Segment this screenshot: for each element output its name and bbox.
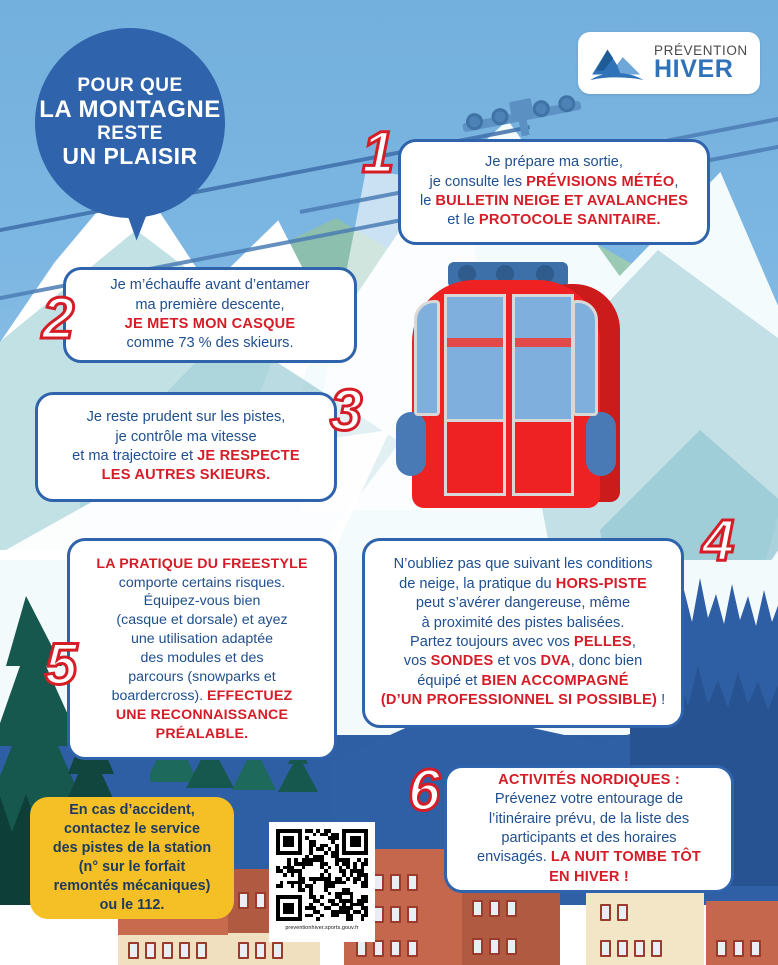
title-line-1: POUR QUE	[77, 75, 183, 97]
emergency-info-box	[30, 797, 234, 919]
qr-code-icon	[276, 829, 368, 921]
poster-title-bubble	[35, 28, 225, 218]
prevention-hiver-logo[interactable]	[578, 32, 760, 94]
title-bubble-tail	[119, 204, 149, 241]
tip-number-1: 1	[362, 120, 395, 185]
qr-caption: preventionhiver.sports.gouv.fr	[285, 925, 359, 931]
tip-text-3: Je reste prudent sur les pistes, je contrôle ma vitesse et ma trajectoire et JE RESPECTE LES AUTRES SKIEURS.	[72, 409, 300, 484]
title-line-4: UN PLAISIR	[62, 143, 198, 170]
title-line-3: RESTE	[97, 122, 163, 144]
qr-code-block[interactable]	[269, 822, 375, 942]
tip-bubble-6	[444, 765, 734, 893]
tip-bubble-2	[63, 267, 357, 363]
logo-top-text: PRÉVENTION	[654, 42, 748, 58]
tip-text-6: ACTIVITÉS NORDIQUES : Prévenez votre entourage de l’itinéraire prévu, de la liste des participants et des horaires envisagés. LA NUIT TOMBE TÔT EN HIVER !	[477, 771, 701, 885]
tip-text-4: N’oubliez pas que suivant les conditions de neige, la pratique du HORS-PISTE peut s’avérer dangereuse, même à proximité des pistes balisées. Partez toujours avec vos PELLES, vos SONDES et vos DVA, donc bien équipé et BIEN ACCOMPAGNÉ (D’UN PROFESSIONNEL SI POSSIBLE) !	[380, 556, 666, 709]
tip-number-6: 6	[408, 758, 441, 823]
mountain-icon	[588, 42, 646, 84]
tip-text-1: Je prépare ma sortie, je consulte les PRÉVISIONS MÉTÉO, le BULLETIN NEIGE ET AVALANCHES et le PROTOCOLE SANITAIRE.	[419, 154, 689, 229]
tip-text-5: LA PRATIQUE DU FREESTYLE comporte certains risques. Équipez-vous bien (casque et dorsale) et ayez une utilisation adaptée des modules et des parcours (snowparks et boardercross). EFFECTUEZ UNE RECONNAISSANCE PRÉALABLE.	[96, 555, 308, 742]
tip-bubble-1	[398, 139, 710, 245]
tip-bubble-3	[35, 392, 337, 502]
tip-text-2: Je m’échauffe avant d’entamer ma première descente, JE METS MON CASQUE comme 73 % des skieurs.	[110, 277, 310, 352]
tip-number-2: 2	[42, 286, 75, 351]
emergency-text: En cas d’accident, contactez le service des pistes de la station (n° sur le forfait remontés mécaniques) ou le 112.	[52, 801, 212, 914]
tip-bubble-4	[362, 538, 684, 728]
cable-car-icon	[404, 262, 624, 512]
tip-number-5: 5	[45, 632, 78, 697]
title-line-2: LA MONTAGNE	[39, 96, 221, 124]
tip-number-3: 3	[330, 378, 363, 443]
tip-number-4: 4	[702, 508, 735, 573]
tip-bubble-5	[67, 538, 337, 760]
logo-bottom-text: HIVER	[654, 55, 734, 84]
